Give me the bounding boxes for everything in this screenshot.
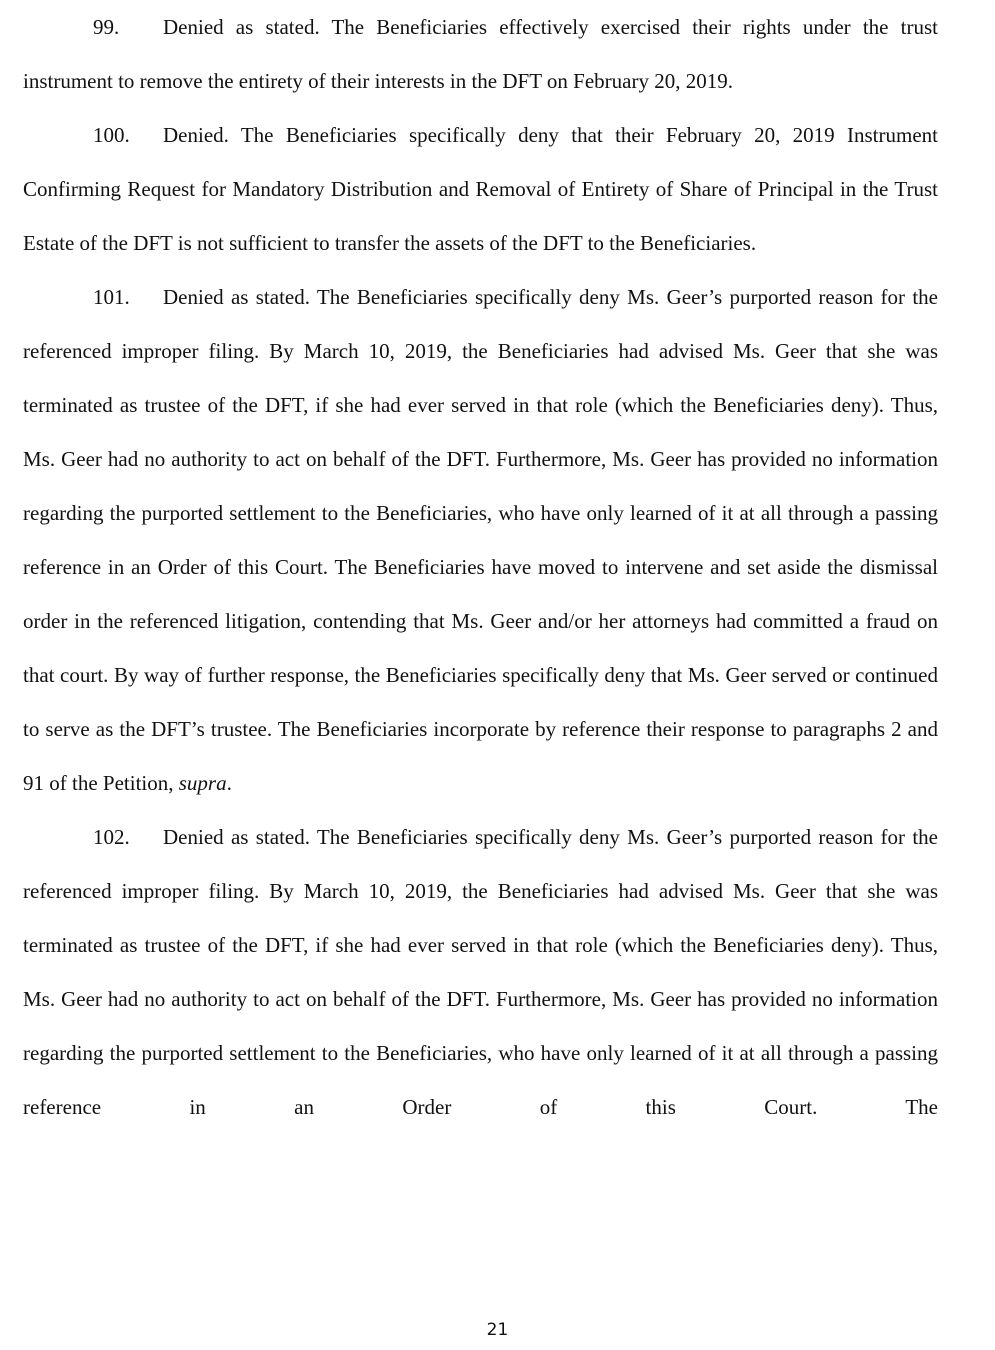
paragraph-number: 101. xyxy=(93,285,130,309)
paragraph-number: 102. xyxy=(93,825,130,849)
page-number: 21 xyxy=(486,1320,509,1340)
paragraph-text: Denied as stated. The Beneficiaries specifically deny Ms. Geer’s purported reason for the referenced improper filing. By March 10, 2019, the Beneficiaries had advised Ms. Geer that she was terminated as trustee of the DFT, if she had ever served in that role (which the Beneficiaries deny). Thus, Ms. Geer had no authority to act on behalf of the DFT. Furthermore, Ms. Geer has provided no information regarding the purported settlement to the Beneficiaries, who have only learned of it at all through a passing reference in an Order of this Court. The xyxy=(23,825,938,1119)
paragraph-101 xyxy=(23,270,938,810)
paragraph-text-tail: . xyxy=(226,771,232,795)
paragraph-text: Denied as stated. The Beneficiaries effectively exercised their rights under the trust instrument to remove the entirety of their interests in the DFT on February 20, 2019. xyxy=(23,15,938,93)
paragraph-number: 100. xyxy=(93,123,130,147)
paragraph-100 xyxy=(23,108,938,270)
paragraph-number: 99. xyxy=(93,15,120,39)
paragraph-text: Denied. The Beneficiaries specifically deny that their February 20, 2019 Instrument Confirming Request for Mandatory Distribution and Removal of Entirety of Share of Principal in the Trust Estate of the DFT is not sufficient to transfer the assets of the DFT to the Beneficiaries. xyxy=(23,123,938,255)
paragraph-text: Denied as stated. The Beneficiaries specifically deny Ms. Geer’s purported reason for the referenced improper filing. By March 10, 2019, the Beneficiaries had advised Ms. Geer that she was terminated as trustee of the DFT, if she had ever served in that role (which the Beneficiaries deny). Thus, Ms. Geer had no authority to act on behalf of the DFT. Furthermore, Ms. Geer has provided no information regarding the purported settlement to the Beneficiaries, who have only learned of it at all through a passing reference in an Order of this Court. The Beneficiaries have moved to intervene and set aside the dismissal order in the referenced litigation, contending that Ms. Geer and/or her attorneys had committed a fraud on that court. By way of further response, the Beneficiaries specifically deny that Ms. Geer served or continued to serve as the DFT’s trustee. The Beneficiaries incorporate by reference their response to paragraphs 2 and 91 of the Petition, xyxy=(23,285,938,795)
document-body xyxy=(23,0,938,1134)
citation-supra: supra xyxy=(178,771,227,795)
paragraph-102 xyxy=(23,810,938,1134)
paragraph-99 xyxy=(23,0,938,108)
